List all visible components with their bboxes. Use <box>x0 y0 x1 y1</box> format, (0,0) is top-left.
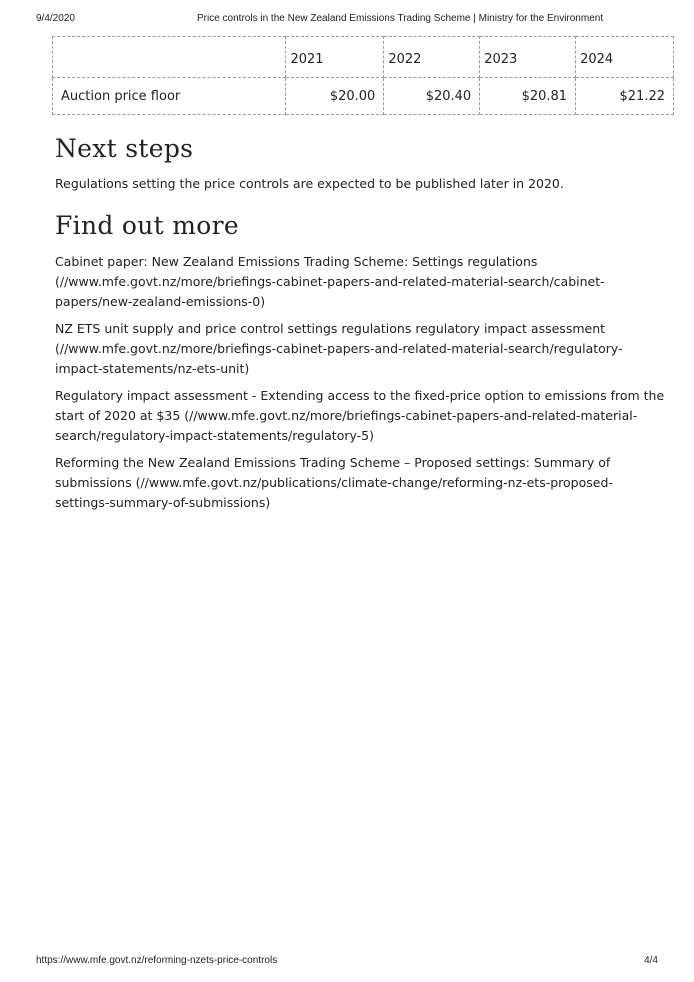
reference-link[interactable]: Regulatory impact assessment - Extending access to the fixed-price option to emissions from the start of 2020 at $35 (//www.mfe.govt.nz/more/briefings-cabinet-papers-and-related-material-search/regulatory-impact-statements/regulatory-5) <box>55 388 665 443</box>
next-steps-text: Regulations setting the price controls are expected to be published later in 2020. <box>55 176 564 191</box>
table-cell: $20.81 <box>480 78 576 115</box>
table-header-cell: 2021 <box>286 37 384 78</box>
print-page-title: Price controls in the New Zealand Emissions Trading Scheme | Ministry for the Environment <box>197 13 604 24</box>
table-header-cell <box>53 37 286 78</box>
page-number: 4/4 <box>644 955 658 966</box>
print-url: https://www.mfe.govt.nz/reforming-nzets-price-controls <box>36 955 278 966</box>
table-header-cell: 2022 <box>384 37 480 78</box>
table-header-cell: 2023 <box>480 37 576 78</box>
print-date: 9/4/2020 <box>36 13 75 24</box>
row-label: Auction price floor <box>53 78 286 115</box>
reference-link[interactable]: Reforming the New Zealand Emissions Trading Scheme – Proposed settings: Summary of submissions (//www.mfe.govt.nz/publications/climate-change/reforming-nz-ets-proposed-settings-summary-of-submissions) <box>55 455 613 510</box>
table-row <box>53 78 674 115</box>
auction-price-floor-table <box>52 36 674 115</box>
table-header-row <box>53 37 674 78</box>
table-header-cell: 2024 <box>576 37 674 78</box>
next-steps-heading: Next steps <box>55 134 194 163</box>
table-cell: $20.40 <box>384 78 480 115</box>
table-cell: $20.00 <box>286 78 384 115</box>
reference-link[interactable]: Cabinet paper: New Zealand Emissions Trading Scheme: Settings regulations (//www.mfe.govt.nz/more/briefings-cabinet-papers-and-related-material-search/cabinet-papers/new-zealand-emissions-0) <box>55 254 605 309</box>
table-cell: $21.22 <box>576 78 674 115</box>
reference-link[interactable]: NZ ETS unit supply and price control settings regulations regulatory impact assessment (//www.mfe.govt.nz/more/briefings-cabinet-papers-and-related-material-search/regulatory-impact-statements/nz-ets-unit) <box>55 321 623 376</box>
find-out-more-heading: Find out more <box>55 211 239 240</box>
